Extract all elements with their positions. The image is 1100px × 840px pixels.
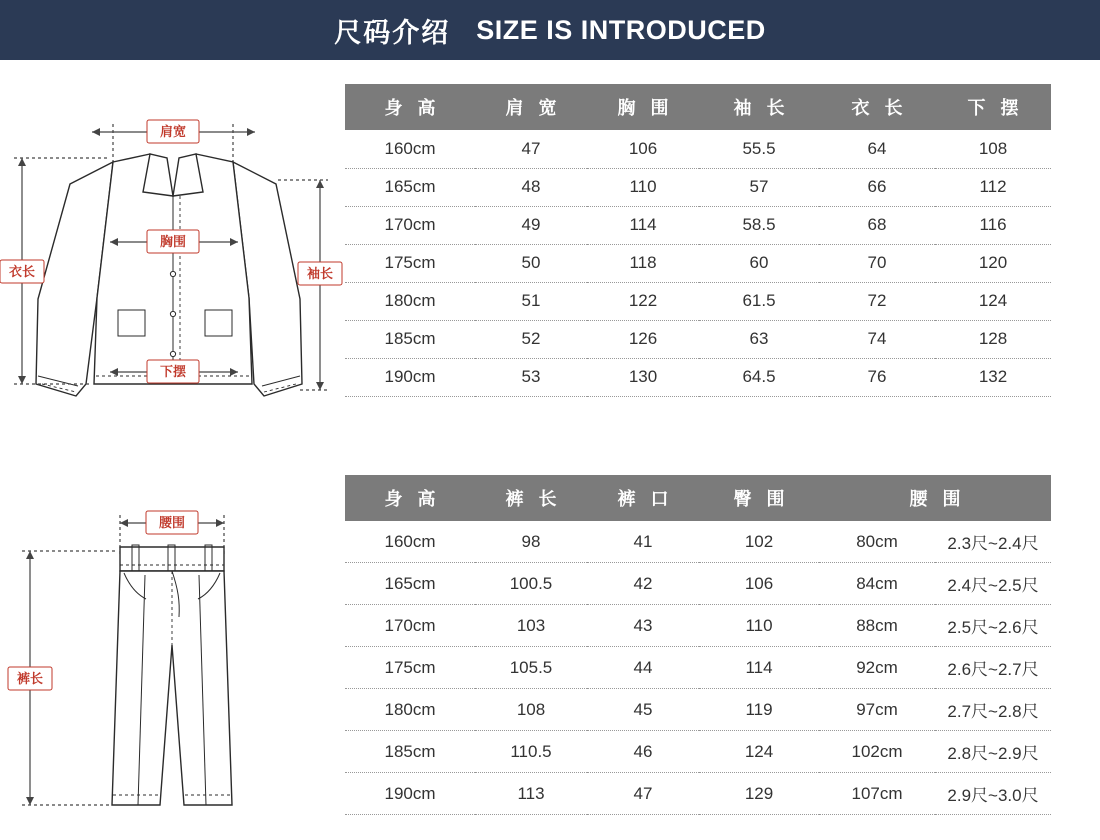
- cell-sleeve: 60: [699, 244, 819, 282]
- cell-waist-chi: 2.9尺~3.0尺: [935, 773, 1051, 815]
- table-row: [345, 773, 1051, 815]
- jacket-col-hem: 下 摆: [935, 84, 1051, 130]
- table-row: [345, 168, 1051, 206]
- cell-height: 165cm: [345, 563, 475, 605]
- cell-shoulder: 48: [475, 168, 587, 206]
- jacket-col-sleeve: 袖 长: [699, 84, 819, 130]
- jacket-col-height: 身 高: [345, 84, 475, 130]
- cell-waist-cm: 107cm: [819, 773, 935, 815]
- cell-length: 68: [819, 206, 935, 244]
- table-row: [345, 689, 1051, 731]
- label-pants-length: 裤长: [16, 671, 44, 686]
- page-title-en: SIZE IS INTRODUCED: [476, 14, 766, 45]
- jacket-svg: [0, 84, 345, 424]
- pants-shape: [112, 545, 232, 805]
- label-length: 衣长: [8, 264, 36, 279]
- cell-hem: 112: [935, 168, 1051, 206]
- cell-hem: 132: [935, 358, 1051, 396]
- page-header: [0, 0, 1100, 60]
- table-row: [345, 521, 1051, 563]
- table-row: [345, 282, 1051, 320]
- cell-height: 180cm: [345, 689, 475, 731]
- cell-chest: 118: [587, 244, 699, 282]
- cell-hem: 108: [935, 130, 1051, 168]
- table-row: [345, 563, 1051, 605]
- cell-waist-chi: 2.8尺~2.9尺: [935, 731, 1051, 773]
- cell-height: 160cm: [345, 521, 475, 563]
- cell-chest: 114: [587, 206, 699, 244]
- cell-hem: 128: [935, 320, 1051, 358]
- cell-chest: 106: [587, 130, 699, 168]
- pants-length-dimension: [8, 551, 118, 805]
- cell-hip: 119: [699, 689, 819, 731]
- cell-chest: 126: [587, 320, 699, 358]
- jacket-col-chest: 胸 围: [587, 84, 699, 130]
- cell-waist-cm: 80cm: [819, 521, 935, 563]
- cell-pants-length: 108: [475, 689, 587, 731]
- cell-waist-cm: 84cm: [819, 563, 935, 605]
- table-row: [345, 320, 1051, 358]
- cell-cuff: 41: [587, 521, 699, 563]
- cell-shoulder: 53: [475, 358, 587, 396]
- cell-height: 170cm: [345, 605, 475, 647]
- cell-hip: 110: [699, 605, 819, 647]
- cell-shoulder: 52: [475, 320, 587, 358]
- cell-height: 175cm: [345, 244, 475, 282]
- cell-cuff: 44: [587, 647, 699, 689]
- cell-length: 70: [819, 244, 935, 282]
- jacket-col-shoulder: 肩 宽: [475, 84, 587, 130]
- cell-waist-chi: 2.4尺~2.5尺: [935, 563, 1051, 605]
- pants-table-body: [345, 521, 1051, 815]
- cell-waist-cm: 92cm: [819, 647, 935, 689]
- table-row: [345, 605, 1051, 647]
- table-row: [345, 130, 1051, 168]
- cell-height: 185cm: [345, 731, 475, 773]
- cell-waist-chi: 2.3尺~2.4尺: [935, 521, 1051, 563]
- label-waist: 腰围: [158, 515, 186, 530]
- cell-length: 76: [819, 358, 935, 396]
- cell-pants-length: 110.5: [475, 731, 587, 773]
- cell-hip: 114: [699, 647, 819, 689]
- pants-diagram: [0, 475, 345, 835]
- cell-height: 190cm: [345, 773, 475, 815]
- pants-section: [0, 475, 1100, 835]
- jacket-size-table: [345, 84, 1051, 397]
- jacket-col-length: 衣 长: [819, 84, 935, 130]
- cell-chest: 110: [587, 168, 699, 206]
- cell-waist-cm: 88cm: [819, 605, 935, 647]
- cell-pants-length: 103: [475, 605, 587, 647]
- cell-waist-chi: 2.7尺~2.8尺: [935, 689, 1051, 731]
- cell-sleeve: 64.5: [699, 358, 819, 396]
- cell-hip: 124: [699, 731, 819, 773]
- cell-waist-chi: 2.5尺~2.6尺: [935, 605, 1051, 647]
- cell-waist-chi: 2.6尺~2.7尺: [935, 647, 1051, 689]
- cell-height: 180cm: [345, 282, 475, 320]
- pants-col-hip: 臀 围: [699, 475, 819, 521]
- cell-cuff: 42: [587, 563, 699, 605]
- table-row: [345, 358, 1051, 396]
- pants-col-waist: 腰 围: [819, 475, 1051, 521]
- cell-length: 64: [819, 130, 935, 168]
- cell-height: 190cm: [345, 358, 475, 396]
- cell-pants-length: 100.5: [475, 563, 587, 605]
- cell-shoulder: 51: [475, 282, 587, 320]
- cell-length: 66: [819, 168, 935, 206]
- cell-pants-length: 113: [475, 773, 587, 815]
- pants-col-length: 裤 长: [475, 475, 587, 521]
- cell-hem: 116: [935, 206, 1051, 244]
- cell-hem: 124: [935, 282, 1051, 320]
- cell-shoulder: 47: [475, 130, 587, 168]
- cell-length: 74: [819, 320, 935, 358]
- cell-sleeve: 58.5: [699, 206, 819, 244]
- pants-col-cuff: 裤 口: [587, 475, 699, 521]
- cell-sleeve: 61.5: [699, 282, 819, 320]
- content-area: [0, 60, 1100, 837]
- cell-height: 175cm: [345, 647, 475, 689]
- jacket-table-wrap: [345, 84, 1075, 424]
- jacket-section: [0, 84, 1100, 424]
- cell-cuff: 43: [587, 605, 699, 647]
- cell-hip: 106: [699, 563, 819, 605]
- cell-height: 165cm: [345, 168, 475, 206]
- jacket-table-header-row: [345, 84, 1051, 130]
- cell-cuff: 45: [587, 689, 699, 731]
- jacket-table-body: [345, 130, 1051, 396]
- label-sleeve: 袖长: [306, 266, 334, 281]
- cell-cuff: 46: [587, 731, 699, 773]
- cell-hip: 102: [699, 521, 819, 563]
- cell-pants-length: 98: [475, 521, 587, 563]
- pants-size-table: [345, 475, 1051, 815]
- cell-height: 185cm: [345, 320, 475, 358]
- cell-cuff: 47: [587, 773, 699, 815]
- cell-sleeve: 63: [699, 320, 819, 358]
- pants-col-height: 身 高: [345, 475, 475, 521]
- page-title-cn: 尺码介绍: [334, 17, 451, 48]
- cell-height: 170cm: [345, 206, 475, 244]
- label-hem: 下摆: [159, 364, 187, 379]
- cell-height: 160cm: [345, 130, 475, 168]
- cell-chest: 130: [587, 358, 699, 396]
- cell-chest: 122: [587, 282, 699, 320]
- cell-waist-cm: 97cm: [819, 689, 935, 731]
- cell-hem: 120: [935, 244, 1051, 282]
- cell-waist-cm: 102cm: [819, 731, 935, 773]
- table-row: [345, 731, 1051, 773]
- cell-shoulder: 50: [475, 244, 587, 282]
- table-row: [345, 206, 1051, 244]
- cell-sleeve: 55.5: [699, 130, 819, 168]
- pants-svg: [0, 475, 345, 835]
- cell-shoulder: 49: [475, 206, 587, 244]
- label-chest: 胸围: [159, 234, 187, 249]
- cell-sleeve: 57: [699, 168, 819, 206]
- table-row: [345, 244, 1051, 282]
- pants-table-wrap: [345, 475, 1075, 835]
- pants-table-header-row: [345, 475, 1051, 521]
- cell-pants-length: 105.5: [475, 647, 587, 689]
- label-shoulder: 肩宽: [159, 124, 187, 139]
- cell-hip: 129: [699, 773, 819, 815]
- jacket-diagram: [0, 84, 345, 424]
- cell-length: 72: [819, 282, 935, 320]
- table-row: [345, 647, 1051, 689]
